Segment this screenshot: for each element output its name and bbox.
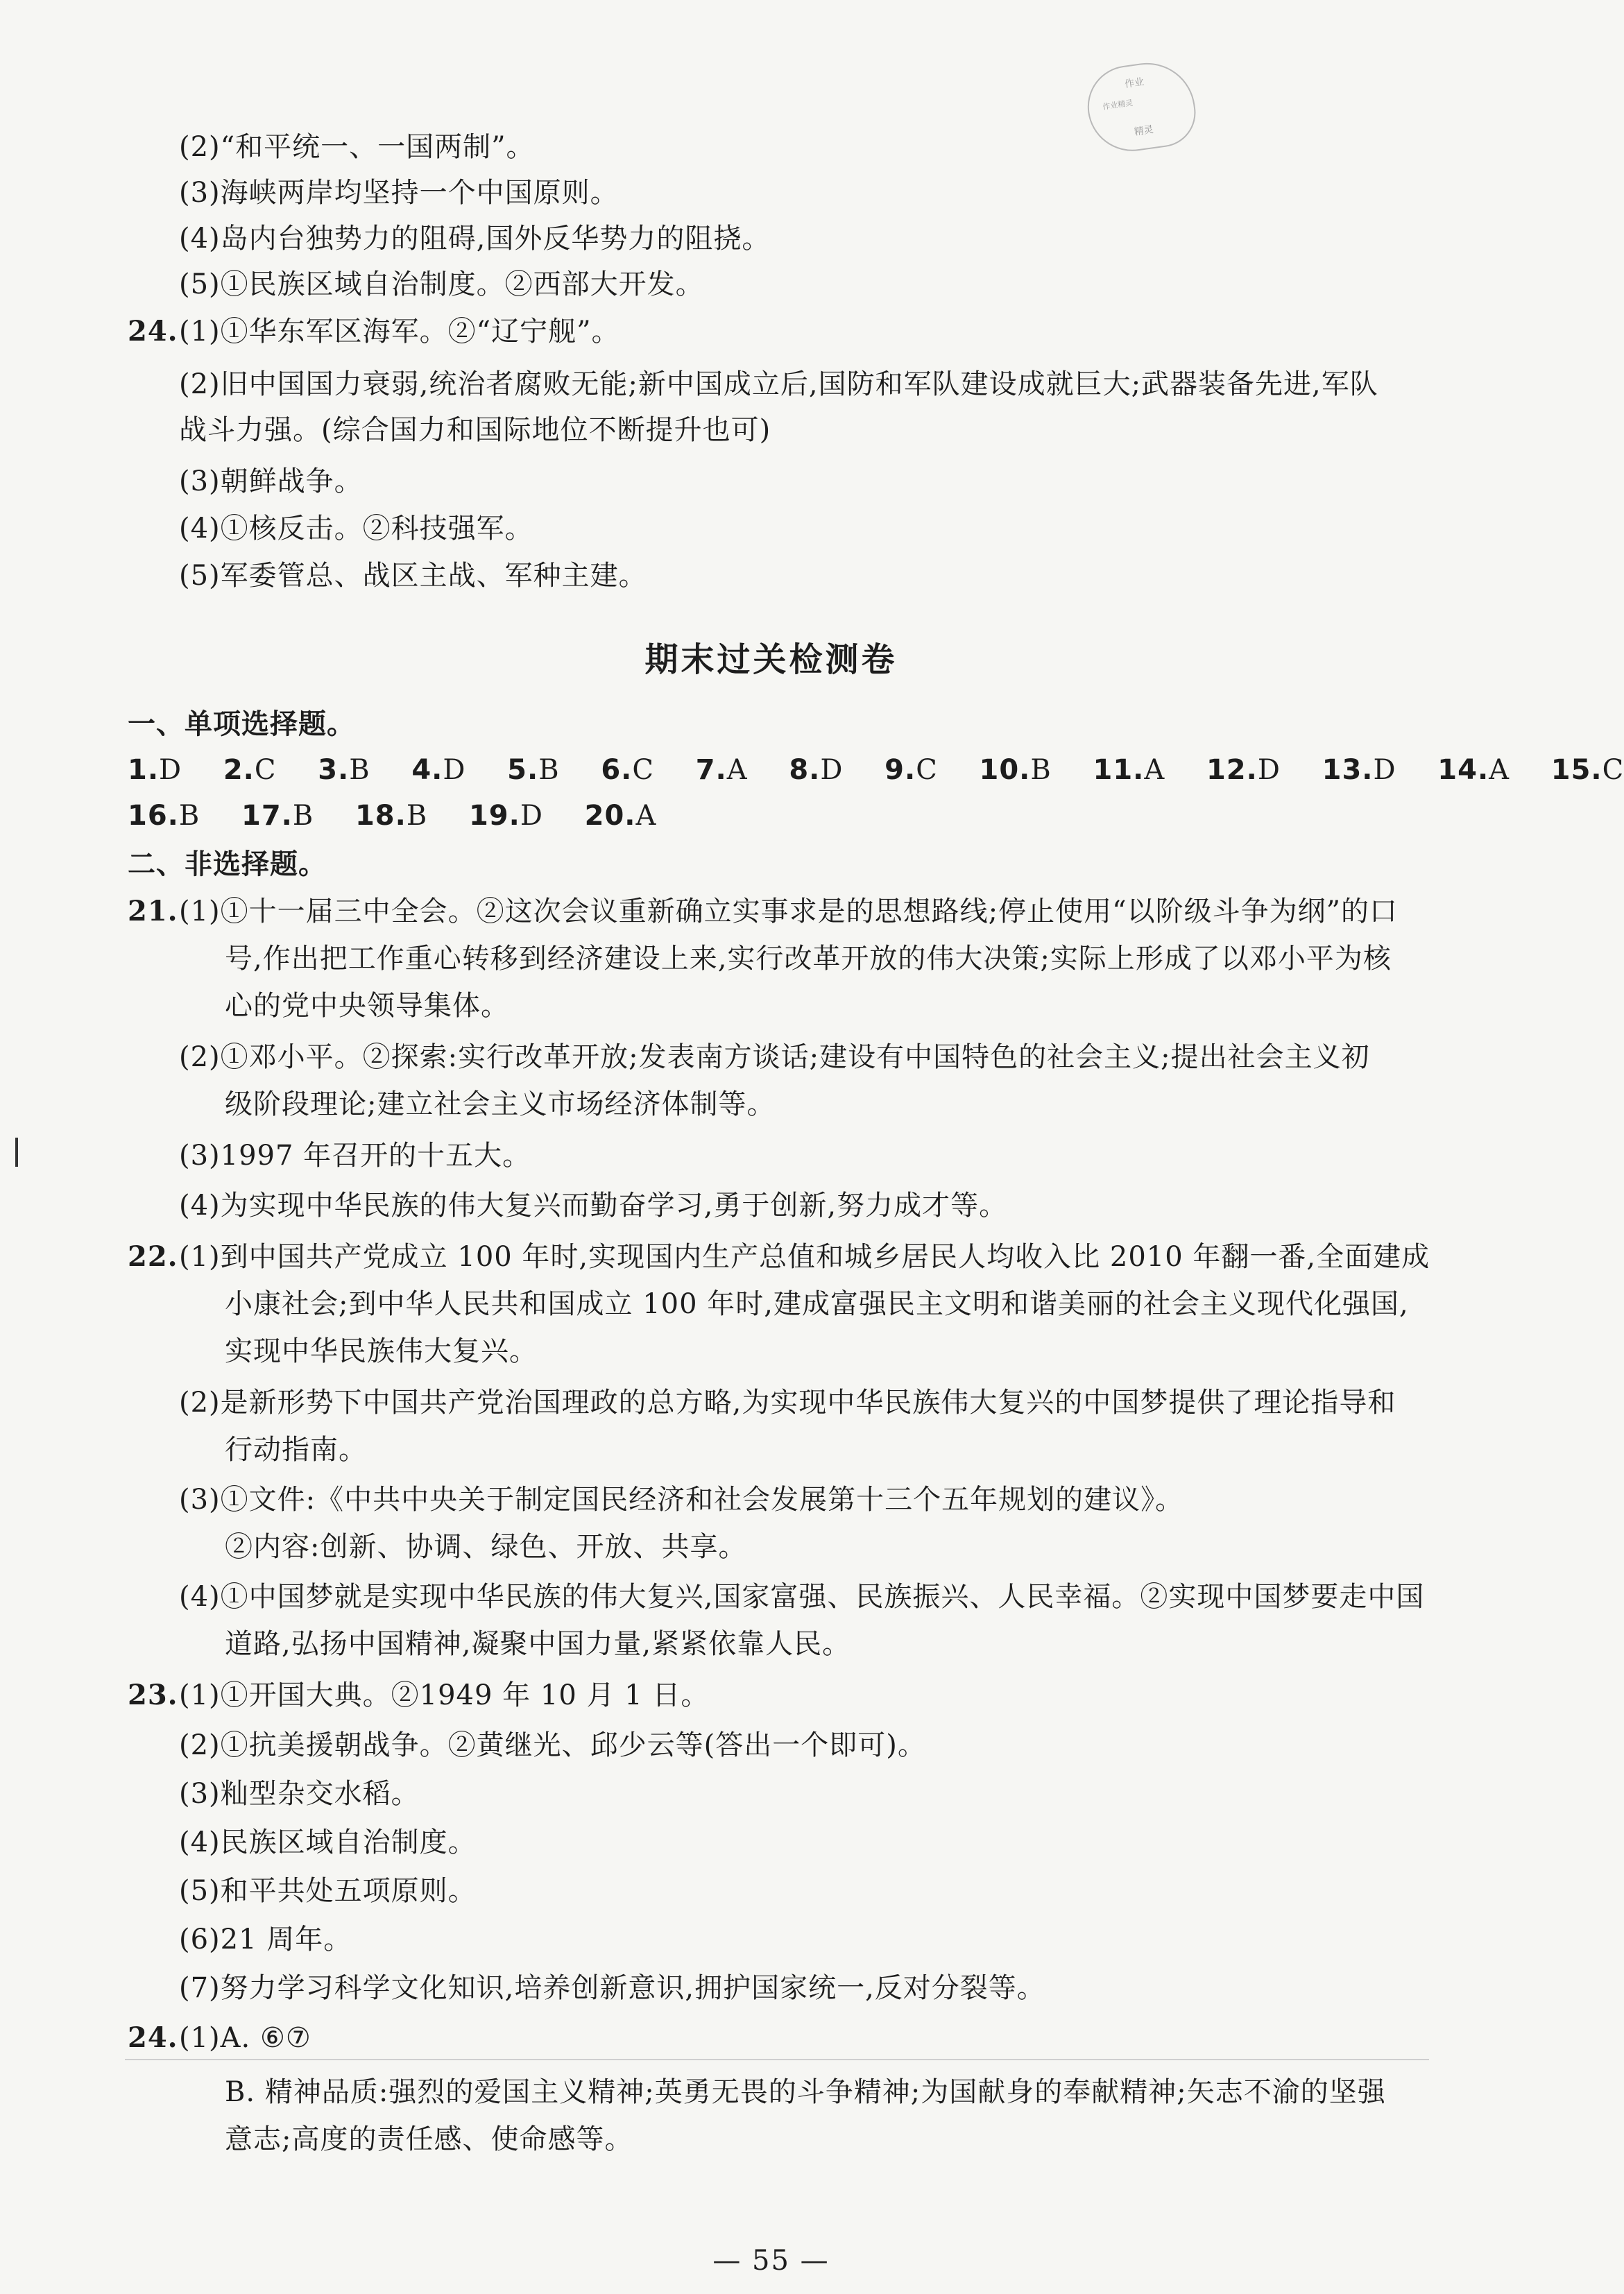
mc-answer: 8.D: [789, 754, 844, 786]
q21-number: 21.: [128, 895, 178, 927]
q22-line-6: (3)①文件:《中共中央关于制定国民经济和社会发展第十三个五年规划的建议》。: [179, 1484, 1184, 1516]
q22-line-3: 实现中华民族伟大复兴。: [225, 1335, 538, 1367]
q21-line-3: 心的党中央领导集体。: [225, 990, 509, 1022]
q22-line-2: 小康社会;到中华人民共和国成立 100 年时,建成富强民主文明和谐美丽的社会主义现代化强国,: [225, 1288, 1409, 1320]
page-title: 期末过关检测卷: [644, 640, 898, 679]
q22-line-5: 行动指南。: [225, 1434, 367, 1466]
mc-answer: 15.C: [1550, 754, 1624, 786]
line-top-2: (3)海峡两岸均坚持一个中国原则。: [179, 177, 619, 209]
mc-answer: 19.D: [468, 800, 543, 832]
mc-answer: 1.D: [128, 754, 182, 786]
q23-line-3: (3)籼型杂交水稻。: [179, 1778, 420, 1810]
mc-answers-row-2: [128, 798, 688, 834]
mc-answer: 13.D: [1322, 754, 1396, 786]
q23-line-5: (5)和平共处五项原则。: [179, 1875, 477, 1907]
scan-mark: [15, 1138, 18, 1167]
q23-line-2: (2)①抗美援朝战争。②黄继光、邱少云等(答出一个即可)。: [179, 1729, 926, 1761]
mc-answer: 5.B: [507, 754, 560, 786]
mc-answers-row-1: [128, 752, 1624, 788]
mc-answer: 10.B: [979, 754, 1052, 786]
q22-number: 22.: [128, 1240, 178, 1273]
line-top-4: (5)①民族区域自治制度。②西部大开发。: [179, 268, 704, 300]
q22-line-9: 道路,弘扬中国精神,凝聚中国力量,紧紧依靠人民。: [225, 1628, 851, 1660]
mc-answer: 11.A: [1093, 754, 1165, 786]
q21-line-4: (2)①邓小平。②探索:实行改革开放;发表南方谈话;建设有中国特色的社会主义;提出社会主义初: [179, 1041, 1370, 1073]
line-top-3: (4)岛内台独势力的阻碍,国外反华势力的阻挠。: [179, 223, 771, 255]
mc-answer: 20.A: [584, 800, 657, 832]
mc-answer: 6.C: [601, 754, 654, 786]
q24b-number: 24.: [128, 2021, 178, 2054]
q22-line-1: (1)到中国共产党成立 100 年时,实现国内生产总值和城乡居民人均收入比 2010 年翻一番,全面建成: [179, 1241, 1430, 1273]
section-single-choice: 一、单项选择题。: [128, 708, 355, 740]
q21-line-2: 号,作出把工作重心转移到经济建设上来,实行改革开放的伟大决策;实际上形成了以邓小平为核: [225, 943, 1392, 975]
q23-number: 23.: [128, 1679, 178, 1711]
q24a-line-4: (3)朝鲜战争。: [179, 465, 363, 497]
q22-line-7: ②内容:创新、协调、绿色、开放、共享。: [225, 1531, 747, 1563]
mc-answer: 18.B: [354, 800, 428, 832]
mc-answer: 4.D: [411, 754, 466, 786]
q21-line-7: (4)为实现中华民族的伟大复兴而勤奋学习,勇于创新,努力成才等。: [179, 1190, 1008, 1222]
q24a-line-6: (5)军委管总、战区主战、军种主建。: [179, 560, 647, 592]
q24a-line-5: (4)①核反击。②科技强军。: [179, 513, 533, 545]
mc-answer: 16.B: [128, 800, 200, 832]
mc-answer: 2.C: [223, 754, 277, 786]
q24b-line-2: B. 精神品质:强烈的爱国主义精神;英勇无畏的斗争精神;为国献身的奉献精神;矢志不渝的坚强: [225, 2076, 1386, 2108]
q24a-line-1: (1)①华东军区海军。②“辽宁舰”。: [179, 316, 620, 348]
q21-line-6: (3)1997 年召开的十五大。: [179, 1140, 531, 1172]
q22-line-8: (4)①中国梦就是实现中华民族的伟大复兴,国家富强、民族振兴、人民幸福。②实现中国梦要走中国: [179, 1581, 1425, 1613]
q23-line-6: (6)21 周年。: [179, 1924, 352, 1955]
mc-answer: 14.A: [1437, 754, 1510, 786]
mc-answer: 9.C: [884, 754, 938, 786]
q24a-line-2: (2)旧中国国力衰弱,统治者腐败无能;新中国成立后,国防和军队建设成就巨大;武器装备先进,军队: [179, 368, 1378, 400]
q24b-line-1: (1)A. ⑥⑦: [179, 2022, 311, 2054]
q21-line-1: (1)①十一届三中全会。②这次会议重新确立实事求是的思想路线;停止使用“以阶级斗争为纲”的口: [179, 896, 1399, 927]
mc-answer: 3.B: [318, 754, 370, 786]
q23-line-7: (7)努力学习科学文化知识,培养创新意识,拥护国家统一,反对分裂等。: [179, 1972, 1045, 2004]
section-non-choice: 二、非选择题。: [128, 848, 327, 880]
q24b-line-3: 意志;高度的责任感、使命感等。: [225, 2123, 633, 2155]
divider: [125, 2059, 1429, 2060]
q22-line-4: (2)是新形势下中国共产党治国理政的总方略,为实现中华民族伟大复兴的中国梦提供了理论指导和: [179, 1387, 1396, 1419]
mc-answer: 12.D: [1206, 754, 1281, 786]
q21-line-5: 级阶段理论;建立社会主义市场经济体制等。: [225, 1088, 776, 1120]
page-number: — 55 —: [712, 2245, 830, 2277]
stamp-logo: 作业 作业精灵 精灵: [1082, 57, 1200, 157]
q23-line-4: (4)民族区域自治制度。: [179, 1826, 477, 1858]
q24a-number: 24.: [128, 315, 178, 348]
line-top-1: (2)“和平统一、一国两制”。: [179, 131, 535, 163]
mc-answer: 17.B: [241, 800, 314, 832]
mc-answer: 7.A: [695, 754, 748, 786]
q23-line-1: (1)①开国大典。②1949 年 10 月 1 日。: [179, 1679, 710, 1711]
q24a-line-3: 战斗力强。(综合国力和国际地位不断提升也可): [179, 414, 771, 446]
